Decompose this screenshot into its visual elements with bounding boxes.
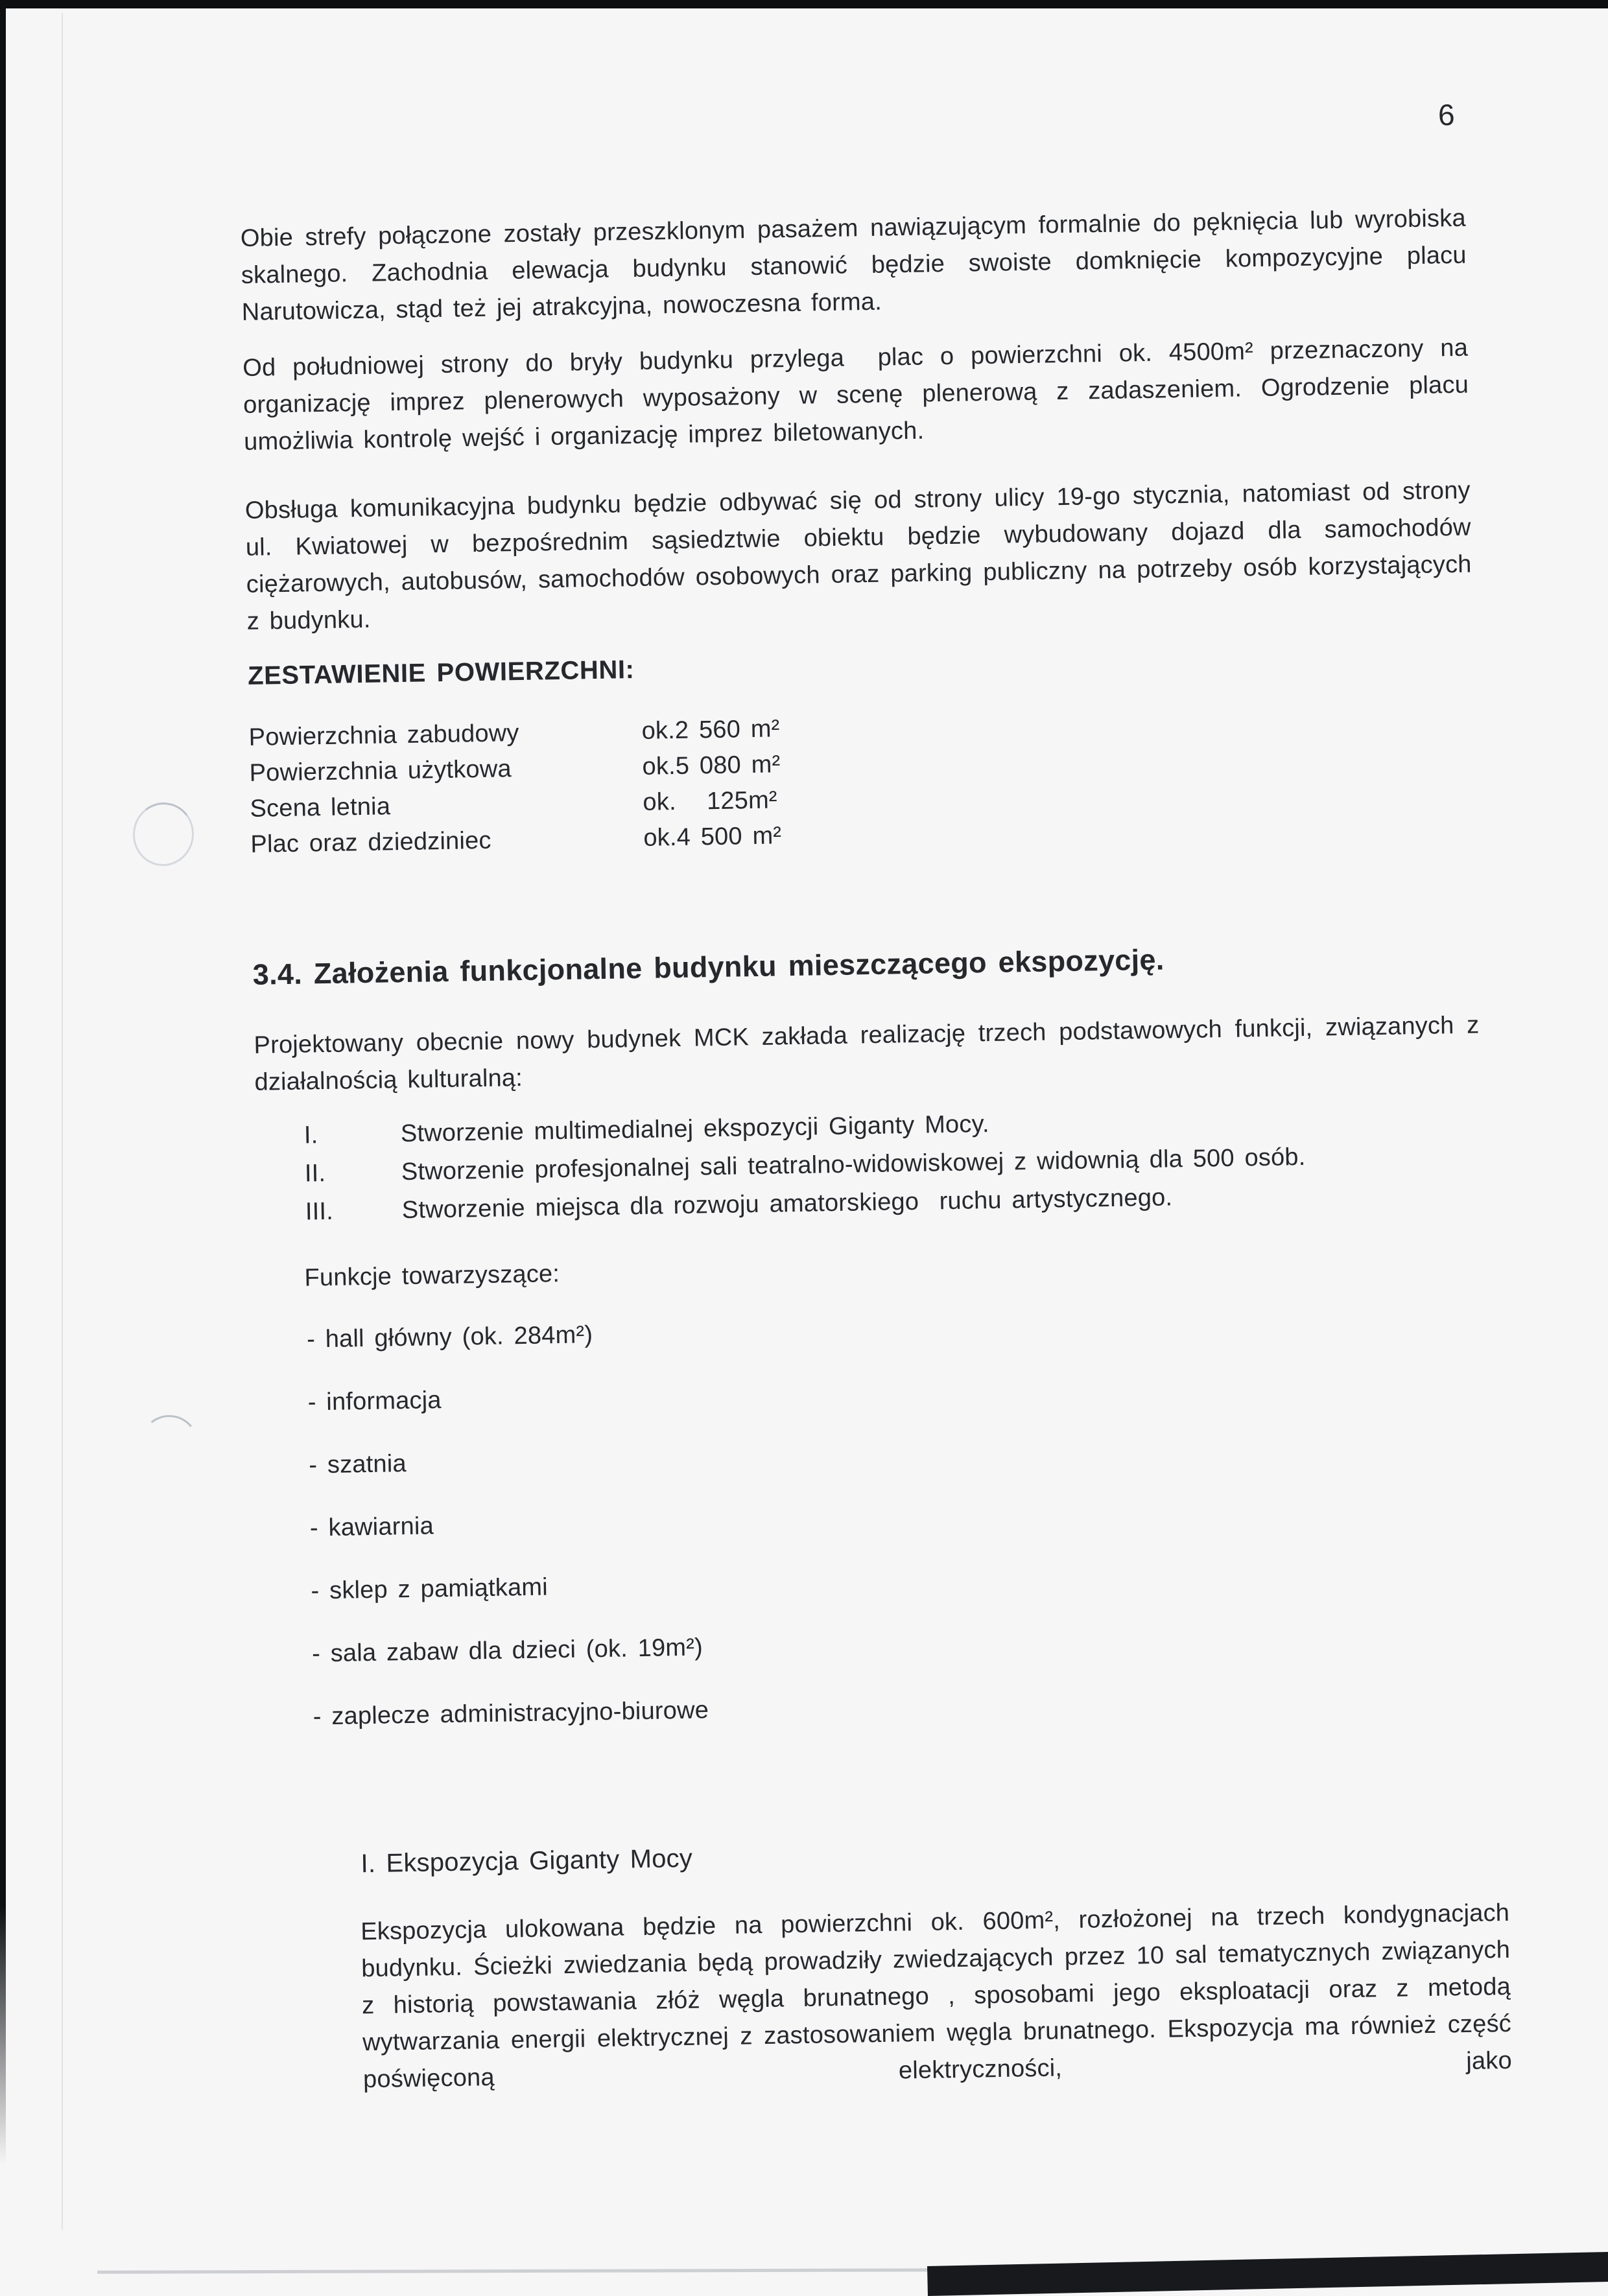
list-numeral: III.: [305, 1197, 334, 1226]
list-text: Stworzenie miejsca dla rozwoju amatorskiego ruchu artystycznego.: [401, 1184, 1173, 1224]
list-item: - sala zabaw dla dzieci (ok. 19m²): [311, 1634, 704, 1668]
paper-edge-line: [62, 13, 63, 2230]
area-label: Powierzchnia użytkowa: [249, 755, 512, 787]
list-item: - sklep z pamiątkami: [311, 1573, 549, 1605]
list-item: - informacja: [307, 1387, 442, 1416]
aux-functions-heading: Funkcje towarzyszące:: [304, 1260, 560, 1292]
area-value: ok. 125m²: [643, 786, 778, 816]
section-heading-3-4: 3.4. Założenia funkcjonalne budynku mieszczącego ekspozycję.: [252, 943, 1165, 991]
areas-table: [248, 703, 1223, 862]
exposition-subheading: I. Ekspozycja Giganty Mocy: [361, 1844, 693, 1879]
scan-edge-top: [0, 0, 1608, 8]
area-label: Powierzchnia zabudowy: [248, 719, 519, 751]
list-text: Stworzenie multimedialnej ekspozycji Giganty Mocy.: [400, 1110, 989, 1148]
list-item: - zaplecze administracyjno-biurowe: [313, 1696, 709, 1731]
area-label: Plac oraz dziedziniec: [250, 826, 491, 858]
area-value: ok.5 080 m²: [642, 751, 781, 780]
list-item: - kawiarnia: [309, 1512, 434, 1542]
area-value: ok.4 500 m²: [643, 822, 782, 852]
list-item: - hall główny (ok. 284m²): [306, 1321, 593, 1353]
page-number: 6: [1437, 97, 1456, 132]
scan-edge-left: [0, 0, 6, 2165]
list-numeral: I.: [303, 1121, 318, 1149]
list-text: Stworzenie profesjonalnej sali teatralno-widowiskowej z widownią dla 500 osób.: [401, 1143, 1306, 1186]
scan-edge-bottom-smear: [97, 2268, 960, 2273]
punch-hole-bottom: [137, 1412, 202, 1477]
paragraph-obsluga: Obsługa komunikacyjna budynku będzie odbywać się od strony ulicy 19-go stycznia, natomiast od strony ul. Kwiatowej w bezpośrednim sąsiedztwie obiektu będzie wybudowany dojazd dla samochodów ciężarowych, autobusów, samochodów osobowych oraz parking publiczny na potrzeby osób korzystających z budynku.: [244, 476, 1482, 635]
paragraph-pasaz: Obie strefy połączone zostały przeszklonym pasażem nawiązującym formalnie do pęknięcia lub wyrobiska skalnego. Zachodnia elewacja budynku stanowić będzie swoiste domknięcie kompozycyjne placu Narutowicza, stąd też jej atrakcyjna, nowoczesna forma.: [240, 204, 1477, 326]
document-page: [240, 180, 1522, 2145]
list-item: - szatnia: [309, 1450, 407, 1479]
areas-heading: ZESTAWIENIE POWIERZCHNI:: [247, 655, 635, 690]
section-intro: Projektowany obecnie nowy budynek MCK zakłada realizację trzech podstawowych funkcji, związanych z działalnością kulturalną:: [254, 1011, 1490, 1096]
punch-hole-top: [129, 799, 198, 870]
paragraph-plac: Od południowej strony do bryły budynku przylega plac o powierzchni ok. 4500m² przeznaczony na organizację imprez plenerowych wyposażony w scenę plenerową z zadaszeniem. Ogrodzenie placu umożliwia kontrolę wejść i organizację imprez biletowanych.: [242, 334, 1480, 456]
list-numeral: II.: [304, 1160, 326, 1188]
scan-edge-bottom: [927, 2250, 1608, 2296]
paragraph-ekspozycja: Ekspozycja ulokowana będzie na powierzchni ok. 600m², rozłożonej na trzech kondygnacjach budynku. Ścieżki zwiedzania będą prowadziły zwiedzających przez 10 sal tematycznych związanych z historią powstawania złóż węgla brunatnego , sposobami jego eksploatacji oraz z metodą wytwarzania energii elektrycznej z zastosowaniem węgla brunatnego. Ekspozycja ma również część poświęconą elektryczności, jako: [360, 1899, 1522, 2094]
area-value: ok.2 560 m²: [641, 715, 780, 745]
area-label: Scena letnia: [250, 793, 391, 823]
